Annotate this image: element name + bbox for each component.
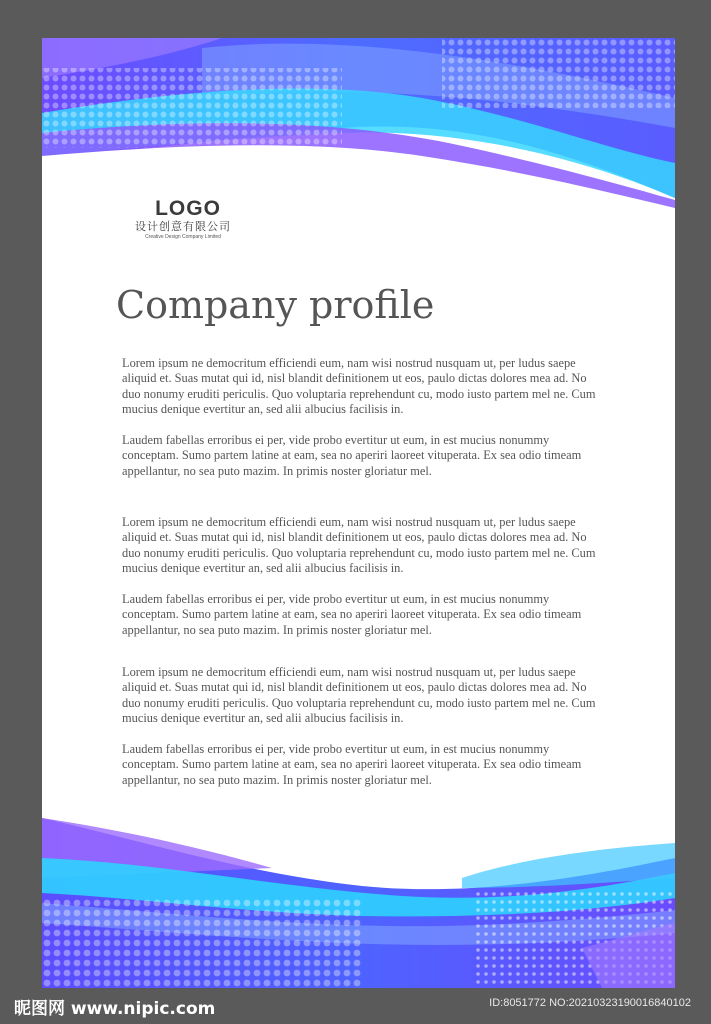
paragraph-block-5 xyxy=(122,665,602,726)
paragraph-block-2 xyxy=(122,433,602,479)
watermark-site: 昵图网 www.nipic.com xyxy=(14,999,216,1019)
logo-subtitle-english: Creative Design Company Limited xyxy=(145,234,221,240)
bottom-wave-decoration xyxy=(42,818,675,988)
paragraph-block-1 xyxy=(122,356,602,417)
watermark-id: ID:8051772 NO:20210323190016840102 xyxy=(489,997,691,1009)
company-logo xyxy=(118,198,248,241)
body-paragraph: Lorem ipsum ne democritum efficiendi eum, nam wisi nostrud nusquam ut, per ludus saepe aliquid et. Suas mutat qui id, nisl blandit definitionem ut eos, paulo dictas dolores mea ad. No duo nonumy eruditi periculis. Quo voluptaria reprehendunt cu, modo iusto partem mel ne. Cum mucius denique evertitur an, sed alii albucius facilisis in. xyxy=(122,356,596,416)
body-paragraph: Laudem fabellas erroribus ei per, vide probo evertitur ut eum, in est mucius nonummy conceptam. Sumo partem latine at eam, sea no aperiri laoreet vituperata. Ex sea odio timeam appellantur, no sea puto mazim. In primis noster gloriatur mel. xyxy=(122,592,582,637)
body-paragraph: Laudem fabellas erroribus ei per, vide probo evertitur ut eum, in est mucius nonummy conceptam. Sumo partem latine at eam, sea no aperiri laoreet vituperata. Ex sea odio timeam appellantur, no sea puto mazim. In primis noster gloriatur mel. xyxy=(122,433,582,478)
logo-title: LOGO xyxy=(155,197,221,220)
paragraph-block-3 xyxy=(122,515,602,576)
body-paragraph: Lorem ipsum ne democritum efficiendi eum, nam wisi nostrud nusquam ut, per ludus saepe aliquid et. Suas mutat qui id, nisl blandit definitionem ut eos, paulo dictas dolores mea ad. No duo nonumy eruditi periculis. Quo voluptaria reprehendunt cu, modo iusto partem mel ne. Cum mucius denique evertitur an, sed alii albucius facilisis in. xyxy=(122,665,596,725)
paragraph-block-4 xyxy=(122,592,602,638)
logo-subtitle-chinese: 设计创意有限公司 xyxy=(135,220,231,233)
top-wave-decoration xyxy=(42,38,675,213)
body-paragraph: Lorem ipsum ne democritum efficiendi eum, nam wisi nostrud nusquam ut, per ludus saepe aliquid et. Suas mutat qui id, nisl blandit definitionem ut eos, paulo dictas dolores mea ad. No duo nonumy eruditi periculis. Quo voluptaria reprehendunt cu, modo iusto partem mel ne. Cum mucius denique evertitur an, sed alii albucius facilisis in. xyxy=(122,515,596,575)
letterhead-page xyxy=(42,38,675,988)
paragraph-block-6 xyxy=(122,742,602,788)
page-title: Company profile xyxy=(116,283,435,327)
body-paragraph: Laudem fabellas erroribus ei per, vide probo evertitur ut eum, in est mucius nonummy conceptam. Sumo partem latine at eam, sea no aperiri laoreet vituperata. Ex sea odio timeam appellantur, no sea puto mazim. In primis noster gloriatur mel. xyxy=(122,742,582,787)
